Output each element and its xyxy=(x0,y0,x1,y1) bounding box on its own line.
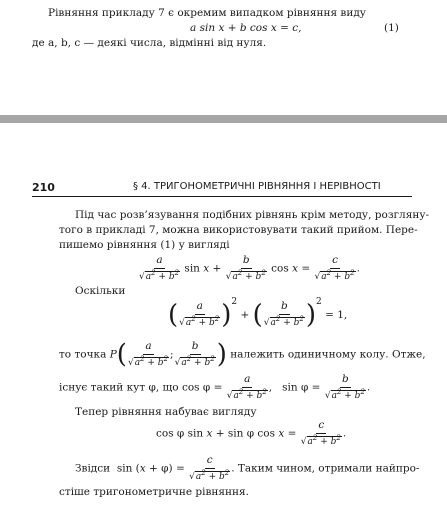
header-rule xyxy=(32,196,412,197)
paragraph-line: Оскільки xyxy=(75,285,126,297)
top-line-1: Рівняння прикладу 7 є окремим випадком рівняння виду xyxy=(48,7,366,19)
equation-sum-of-squares: ( $\frac{a}{√a^2 + b^2}$ )2 + ( $\frac{b}{√a^2 + b^2}$ )2 = 1, xyxy=(168,297,348,330)
equation-normalized: $\frac{a}{√a^2 + b^2}$ sin x + $\frac{b}{√a^2 + b^2}$ cos x = $\frac{c}{√a^2 + b^2}$ . xyxy=(139,254,360,282)
paragraph-line: Під час розв’язування подібних рівнянь крім методу, розгляну- xyxy=(75,209,430,221)
page-number: 210 xyxy=(32,181,55,194)
paragraph-line: то точка P( $\frac{a}{√a^2 + b^2}$ ; $\frac{b}{√a^2 + b^2}$ ) належить одиничному колу. Отже, xyxy=(59,339,426,370)
paragraph-line: пишемо рівняння (1) у вигляді xyxy=(59,239,230,251)
top-equation: a sin x + b cos x = c, xyxy=(190,22,302,34)
paragraph-line: того в прикладі 7, можна використовувати такий прийом. Пере- xyxy=(59,224,418,236)
paragraph-line: Тепер рівняння набуває вигляду xyxy=(75,406,257,418)
page-divider xyxy=(0,115,447,123)
paragraph-line: існує такий кут φ, що cos φ = $\frac{a}{√a^2 + b^2}$ , sin φ = $\frac{b}{√a^2 + b^2}$ . xyxy=(59,373,371,401)
paragraph-line: стіше тригонометричне рівняння. xyxy=(59,486,250,498)
equation-number: (1) xyxy=(384,22,399,34)
paragraph-line: Звідси sin (x + φ) = $\frac{c}{√a^2 + b^2}$ . Таким чином, отримали найпро- xyxy=(75,454,420,482)
top-line-3: де a, b, c — деякі числа, відмінні від нуля. xyxy=(32,37,267,49)
equation-combined: cos φ sin x + sin φ cos x = $\frac{c}{√a^2 + b^2}$ . xyxy=(156,419,347,447)
section-title: § 4. ТРИГОНОМЕТРИЧНІ РІВНЯННЯ І НЕРІВНОСТІ xyxy=(133,181,381,192)
